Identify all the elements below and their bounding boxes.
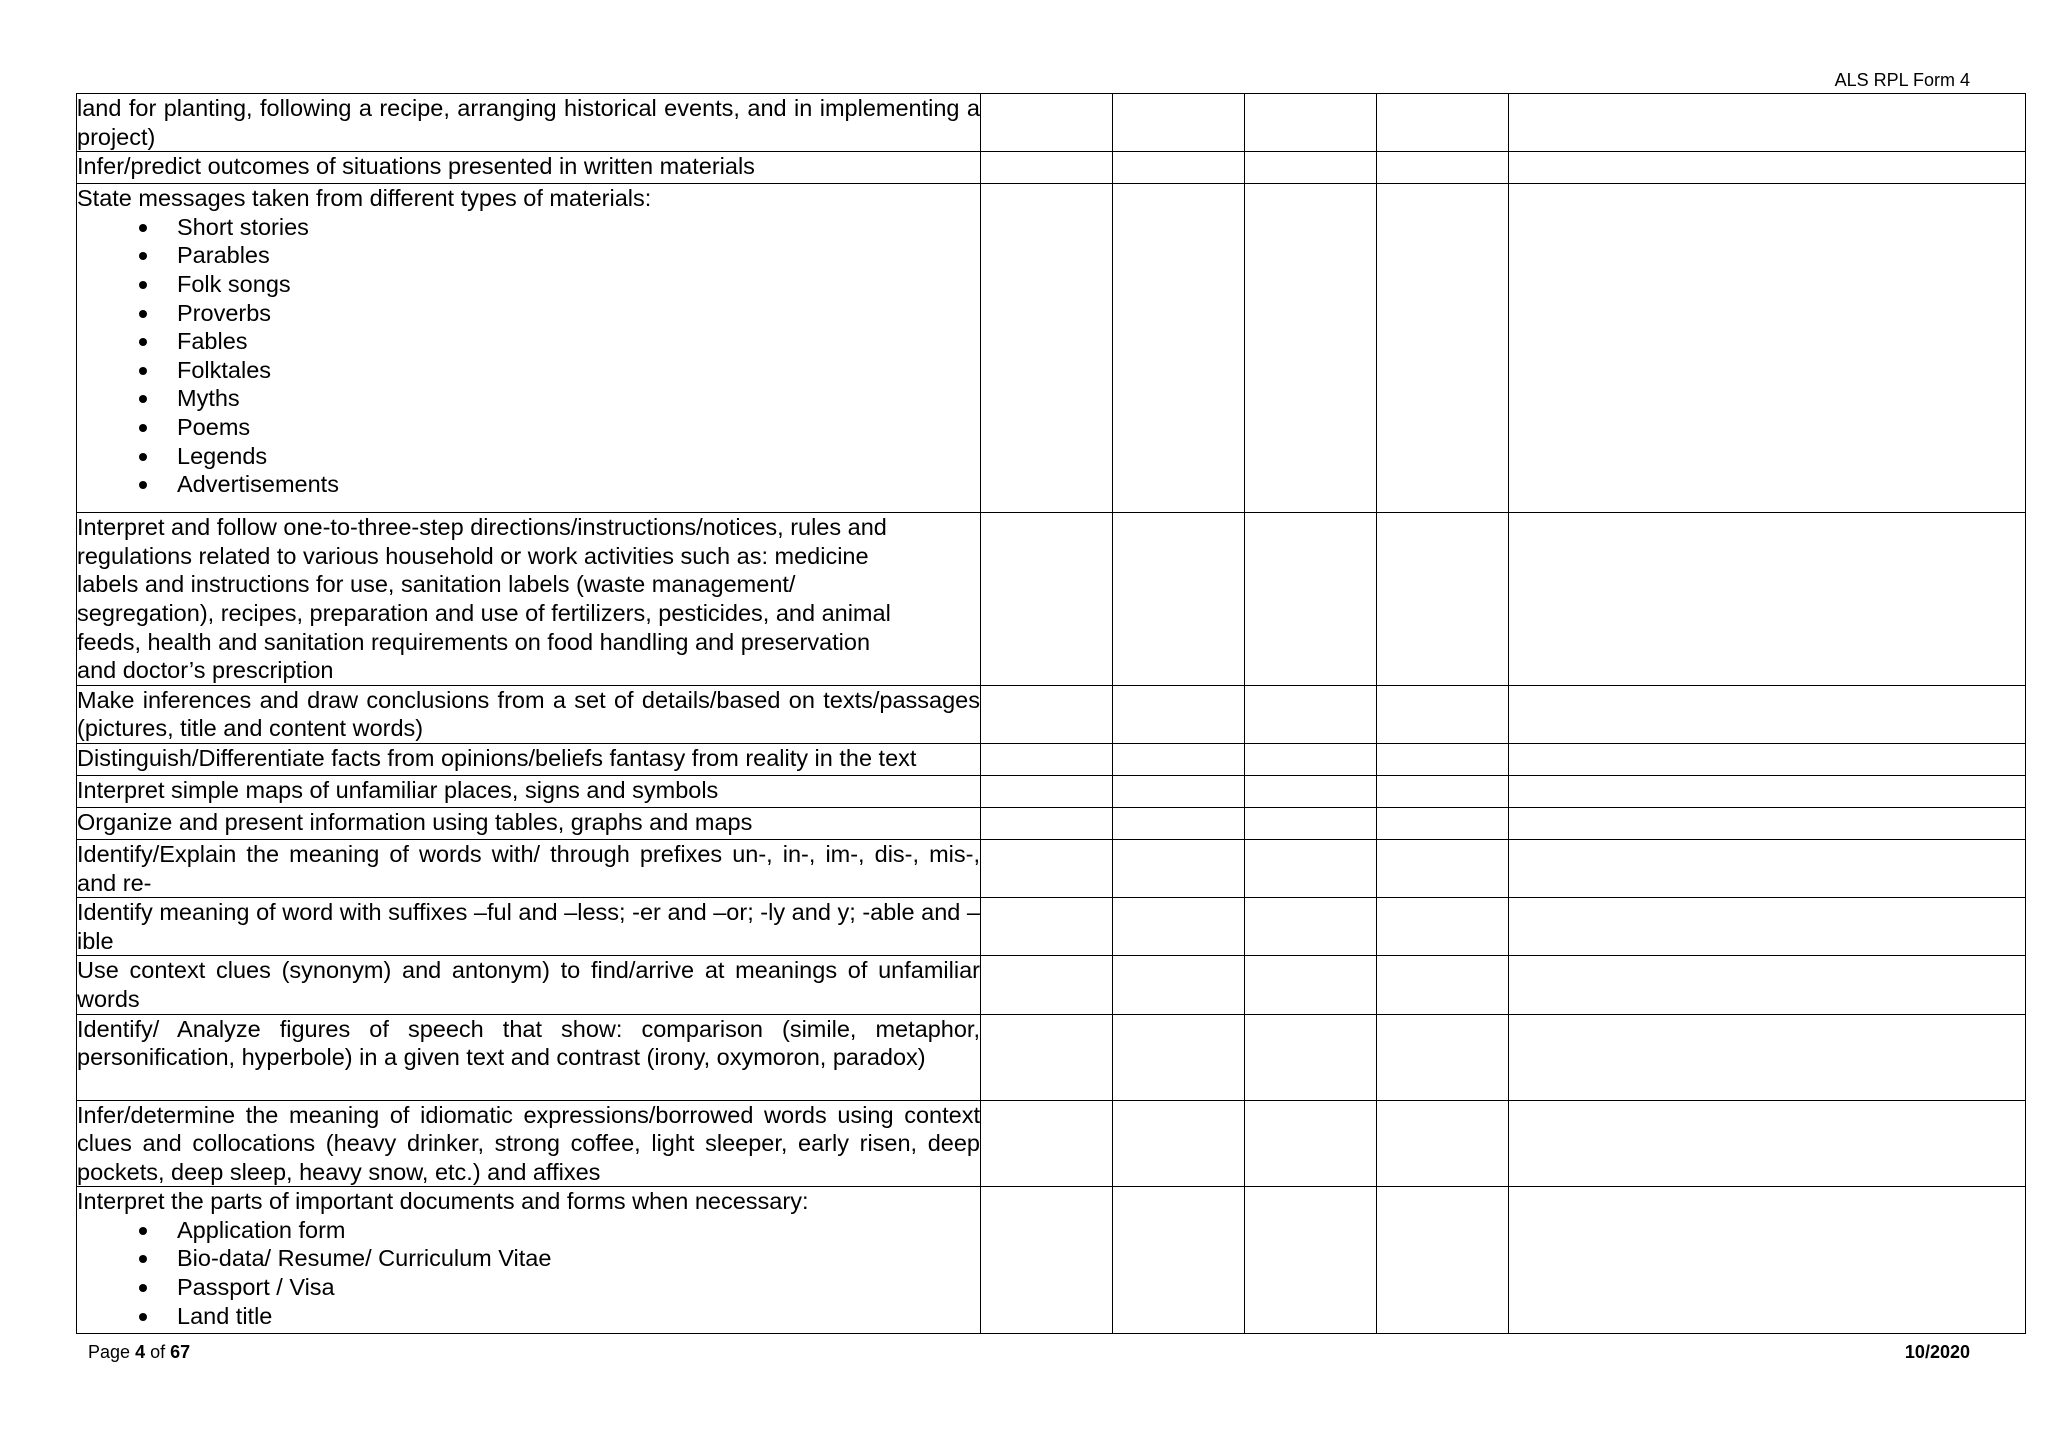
page-current: 4 <box>135 1342 146 1362</box>
competency-cell: Identify meaning of word with suffixes –ful and –less; -er and –or; -ly and y; -able and –ible <box>77 898 981 956</box>
page-prefix: Page <box>88 1342 131 1362</box>
check-cell[interactable] <box>1113 94 1245 152</box>
check-cell[interactable] <box>1113 743 1245 775</box>
remarks-cell[interactable] <box>1509 184 2026 513</box>
list-item: Land title <box>77 1302 980 1331</box>
table-row <box>77 839 2026 897</box>
table-row <box>77 184 2026 513</box>
check-cell[interactable] <box>981 956 1113 1014</box>
check-cell[interactable] <box>1245 184 1377 513</box>
table-row <box>77 1187 2026 1334</box>
list-item: Fables <box>77 327 980 356</box>
check-cell[interactable] <box>1113 152 1245 184</box>
table-row <box>77 775 2026 807</box>
check-cell[interactable] <box>1113 513 1245 686</box>
check-cell[interactable] <box>1377 839 1509 897</box>
check-cell[interactable] <box>981 513 1113 686</box>
check-cell[interactable] <box>981 807 1113 839</box>
remarks-cell[interactable] <box>1509 898 2026 956</box>
competency-cell: Infer/determine the meaning of idiomatic expressions/borrowed words using context clues and collocations (heavy drinker, strong coffee, light sleeper, early risen, deep pockets, deep sleep, heavy snow, etc.) and affixes <box>77 1100 981 1187</box>
check-cell[interactable] <box>1377 513 1509 686</box>
page-total: 67 <box>170 1342 191 1362</box>
list-item: Passport / Visa <box>77 1273 980 1302</box>
bullet-list <box>77 1216 980 1330</box>
check-cell[interactable] <box>1245 1014 1377 1100</box>
check-cell[interactable] <box>1245 1100 1377 1187</box>
check-cell[interactable] <box>1113 775 1245 807</box>
table-row <box>77 1100 2026 1187</box>
check-cell[interactable] <box>1245 513 1377 686</box>
competency-table <box>76 93 2026 1334</box>
check-cell[interactable] <box>981 152 1113 184</box>
competency-cell: Identify/Explain the meaning of words with/ through prefixes un-, in-, im-, dis-, mis-, and re- <box>77 839 981 897</box>
check-cell[interactable] <box>1377 743 1509 775</box>
table-row <box>77 956 2026 1014</box>
table-row <box>77 513 2026 686</box>
check-cell[interactable] <box>1113 1187 1245 1334</box>
check-cell[interactable] <box>1377 184 1509 513</box>
check-cell[interactable] <box>981 839 1113 897</box>
list-item: Proverbs <box>77 299 980 328</box>
check-cell[interactable] <box>981 1100 1113 1187</box>
check-cell[interactable] <box>1377 807 1509 839</box>
competency-cell: Infer/predict outcomes of situations presented in written materials <box>77 152 981 184</box>
check-cell[interactable] <box>981 685 1113 743</box>
check-cell[interactable] <box>981 184 1113 513</box>
list-item: Legends <box>77 442 980 471</box>
check-cell[interactable] <box>1245 839 1377 897</box>
text-line: regulations related to various household or work activities such as: medicine <box>77 542 869 569</box>
table-row <box>77 152 2026 184</box>
check-cell[interactable] <box>1377 152 1509 184</box>
table-row <box>77 94 2026 152</box>
remarks-cell[interactable] <box>1509 152 2026 184</box>
check-cell[interactable] <box>1113 1100 1245 1187</box>
competency-cell <box>77 184 981 513</box>
remarks-cell[interactable] <box>1509 956 2026 1014</box>
check-cell[interactable] <box>1245 956 1377 1014</box>
table-row <box>77 743 2026 775</box>
text-line: Interpret and follow one-to-three-step directions/instructions/notices, rules and <box>77 514 887 541</box>
page-number <box>88 1342 190 1363</box>
check-cell[interactable] <box>1245 94 1377 152</box>
table-row <box>77 685 2026 743</box>
footer-date: 10/2020 <box>1904 1342 1970 1362</box>
list-item: Poems <box>77 413 980 442</box>
check-cell[interactable] <box>1377 1187 1509 1334</box>
check-cell[interactable] <box>1245 743 1377 775</box>
competency-cell: Make inferences and draw conclusions from a set of details/based on texts/passages (pictures, title and content words) <box>77 685 981 743</box>
check-cell[interactable] <box>1113 839 1245 897</box>
check-cell[interactable] <box>1245 685 1377 743</box>
list-item: Parables <box>77 241 980 270</box>
list-item: Short stories <box>77 213 980 242</box>
check-cell[interactable] <box>1245 1187 1377 1334</box>
text-line: and doctor’s prescription <box>77 657 334 684</box>
competency-cell: Distinguish/Differentiate facts from opinions/beliefs fantasy from reality in the text <box>77 743 981 775</box>
competency-text: State messages taken from different types of materials: <box>77 185 652 212</box>
remarks-cell[interactable] <box>1509 685 2026 743</box>
competency-cell: land for planting, following a recipe, arranging historical events, and in implementing a project) <box>77 94 981 152</box>
table-row <box>77 898 2026 956</box>
competency-cell: Identify/ Analyze figures of speech that show: comparison (simile, metaphor, personification, hyperbole) in a given text and contrast (irony, oxymoron, paradox) <box>77 1014 981 1100</box>
remarks-cell[interactable] <box>1509 94 2026 152</box>
remarks-cell[interactable] <box>1509 1014 2026 1100</box>
check-cell[interactable] <box>1377 685 1509 743</box>
table-row <box>77 807 2026 839</box>
competency-cell: Organize and present information using tables, graphs and maps <box>77 807 981 839</box>
competency-text: Interpret the parts of important documents and forms when necessary: <box>77 1188 809 1215</box>
check-cell[interactable] <box>1245 898 1377 956</box>
remarks-cell[interactable] <box>1509 807 2026 839</box>
check-cell[interactable] <box>1245 775 1377 807</box>
check-cell[interactable] <box>1377 898 1509 956</box>
check-cell[interactable] <box>1377 1100 1509 1187</box>
check-cell[interactable] <box>1113 898 1245 956</box>
check-cell[interactable] <box>981 1187 1113 1334</box>
competency-cell <box>77 513 981 686</box>
check-cell[interactable] <box>1245 152 1377 184</box>
remarks-cell[interactable] <box>1509 743 2026 775</box>
table-row <box>77 1014 2026 1100</box>
form-label: ALS RPL Form 4 <box>1834 70 1970 90</box>
remarks-cell[interactable] <box>1509 775 2026 807</box>
text-line: segregation), recipes, preparation and use of fertilizers, pesticides, and animal <box>77 599 891 626</box>
check-cell[interactable] <box>1245 807 1377 839</box>
list-item: Folktales <box>77 356 980 385</box>
check-cell[interactable] <box>1113 685 1245 743</box>
remarks-cell[interactable] <box>1509 839 2026 897</box>
check-cell[interactable] <box>981 94 1113 152</box>
check-cell[interactable] <box>1377 1014 1509 1100</box>
list-item: Application form <box>77 1216 980 1245</box>
remarks-cell[interactable] <box>1509 1100 2026 1187</box>
check-cell[interactable] <box>981 775 1113 807</box>
bullet-list <box>77 213 980 499</box>
check-cell[interactable] <box>1377 775 1509 807</box>
remarks-cell[interactable] <box>1509 513 2026 686</box>
check-cell[interactable] <box>981 898 1113 956</box>
remarks-cell[interactable] <box>1509 1187 2026 1334</box>
check-cell[interactable] <box>1113 956 1245 1014</box>
check-cell[interactable] <box>1377 94 1509 152</box>
check-cell[interactable] <box>981 1014 1113 1100</box>
competency-cell: Use context clues (synonym) and antonym) to find/arrive at meanings of unfamiliar words <box>77 956 981 1014</box>
check-cell[interactable] <box>1113 184 1245 513</box>
competency-cell <box>77 1187 981 1334</box>
check-cell[interactable] <box>981 743 1113 775</box>
text-line: labels and instructions for use, sanitation labels (waste management/ <box>77 571 796 598</box>
check-cell[interactable] <box>1113 807 1245 839</box>
competency-cell: Interpret simple maps of unfamiliar places, signs and symbols <box>77 775 981 807</box>
list-item: Myths <box>77 384 980 413</box>
list-item: Advertisements <box>77 470 980 499</box>
list-item: Folk songs <box>77 270 980 299</box>
text-line: feeds, health and sanitation requirements on food handling and preservation <box>77 628 871 655</box>
page-of: of <box>150 1342 166 1362</box>
list-item: Bio-data/ Resume/ Curriculum Vitae <box>77 1244 980 1273</box>
check-cell[interactable] <box>1113 1014 1245 1100</box>
check-cell[interactable] <box>1377 956 1509 1014</box>
